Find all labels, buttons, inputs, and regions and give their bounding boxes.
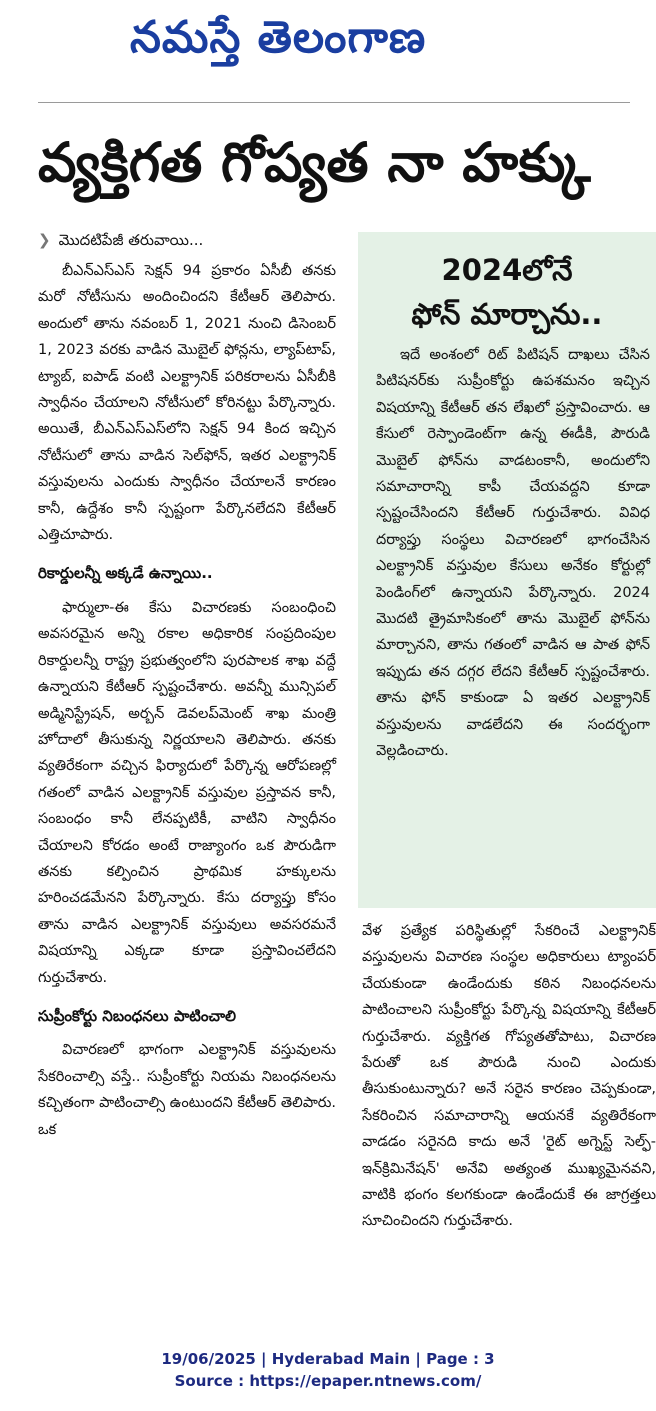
left-paragraph-1: బీఎన్‌ఎస్‌ఎస్‌ సెక్షన్‌ 94 ప్రకారం ఏసీబీ తనకు మరో నోటీసును అందించిందని కేటీఆర్‌ తెలిపారు. అందులో తాను నవంబర్‌ 1, 2021 నుంచి డిసెంబర్‌ 1, 2023 వరకు వాడిన మొబైల్‌ ఫోన్లను, ల్యాప్‌టాప్‌, ట్యాబ్‌, ఐపాడ్‌ వంటి ఎలక్ట్రానిక్‌ పరికరాలను ఏసీబీకి స్వాధీనం చేయాలని నోటీసులో కోరినట్టు పేర్కొన్నారు. అయితే, బీఎన్‌ఎస్‌ఎస్‌లోని సెక్షన్‌ 94 కింద ఇచ్చిన నోటీసులో తాను వాడిన సెల్‌ఫోన్‌, ఇతర ఎలక్ట్రానిక్‌ వస్తువులను ఎందుకు స్వాధీనం చేయాలనే కారణం కానీ, ఉద్దేశం కానీ స్పష్టంగా పేర్కొనలేదని కేటీఆర్‌ ఎత్తిచూపారు. [38,263,336,544]
footer-date-edition: 19/06/2025 | Hyderabad Main | Page : 3 [161,1350,495,1368]
subheading-supreme-court: సుప్రీంకోర్టు నిబంధనలు పాటించాలి [38,1006,237,1025]
box-headline-line-2: ఫోన్‌ మార్చాను.. [411,297,603,331]
box-headline-line-1: 2024లోనే [441,253,573,287]
right-column [362,918,656,1235]
sidebar-box [358,232,656,908]
left-paragraph-2: ఫార్ములా-ఈ కేసు విచారణకు సంబంధించి అవసరమైన అన్ని రకాల అధికారిక సంప్రదింపుల రికార్డులన్నీ రాష్ట్ర ప్రభుత్వంలోని పురపాలక శాఖ వద్దే ఉన్నాయని కేటీఆర్‌ స్పష్టంచేశారు. అవన్నీ మున్సిపల్‌ అడ్మినిస్ట్రేషన్‌, అర్బన్‌ డెవలప్‌మెంట్‌ శాఖ మంత్రి హోదాలో తీసుకున్న నిర్ణయాలని తెలిపారు. తనకు వ్యతిరేకంగా వచ్చిన ఫిర్యాదులో పేర్కొన్న ఆరోపణల్లో గతంలో వాడిన ఎలక్ట్రానిక్‌ వస్తువుల ప్రస్తావన కానీ, సంబంధం కానీ లేనప్పటికీ, వాటిని స్వాధీనం చేయాలని కోరడం అంటే రాజ్యాంగం ఒక పౌరుడిగా తనకు కల్పించిన ప్రాథమిక హక్కులను హరించడమేనని పేర్కొన్నారు. కేసు దర్యాప్తు కోసం తాను వాడిన ఎలక్ట్రానిక్‌ వస్తువులు అవసరమనే విషయాన్ని ఎక్కడా కూడా ప్రస్తావించలేదని గుర్తుచేశారు. [38,599,336,986]
masthead-logo: నమస్తే తెలంగాణ [130,12,427,63]
box-headline [358,248,656,336]
subheading-records: రికార్డులన్నీ అక్కడే ఉన్నాయి.. [38,564,213,583]
page-footer [0,1348,656,1392]
box-paragraph: ఇదే అంశంలో రిట్‌ పిటిషన్‌ దాఖలు చేసిన పిటిషనర్‌కు సుప్రీంకోర్టు ఉపశమనం ఇచ్చిన విషయాన్ని కేటీఆర్‌ తన లేఖలో ప్రస్తావించారు. ఆ కేసులో రెస్పాండెంట్‌గా ఉన్న ఈడీకి, పౌరుడి మొబైల్‌ ఫోన్‌ను వాడటంకానీ, అందులోని సమాచారాన్ని కాపీ చేయవద్దని కూడా స్పష్టంచేసిందని కేటీఆర్‌ గుర్తుచేశారు. వివిధ దర్యాప్తు సంస్థలు విచారణలో భాగంచేసిన ఎలక్ట్రానిక్‌ వస్తువుల కేసులు అనేకం కోర్టుల్లో పెండింగ్‌లో ఉన్నాయని పేర్కొన్నారు. 2024 మొదటి త్రైమాసికంలో తాను మొబైల్‌ ఫోన్‌ను మార్చానని, తాను గతంలో వాడిన ఆ పాత ఫోన్‌ ఇప్పుడు తన దగ్గర లేదని కేటీఆర్‌ స్పష్టంచేశారు. తాను ఫోన్‌ కాకుండా ఏ ఇతర ఎలక్ట్రానిక్‌ వస్తువులను వాడలేదని ఈ సందర్భంగా వెల్లడించారు. [376,347,650,760]
chevron-right-icon: ❯ [38,231,51,249]
masthead-divider [38,102,630,103]
box-body [376,342,650,765]
footer-source: Source : https://epaper.ntnews.com/ [174,1372,482,1390]
continued-note [38,228,203,252]
continued-text: మొదటిపేజీ తరువాయి... [58,231,204,249]
left-column [38,258,336,1143]
right-paragraph-1: వేళ ప్రత్యేక పరిస్థితుల్లో సేకరించే ఎలక్ట్రానిక్‌ వస్తువులను విచారణ సంస్థల అధికారులు ట్యాంపర్‌ చేయకుండా ఉండేందుకు కఠిన నిబంధనలను పాటించాలని సుప్రీంకోర్టు పేర్కొన్న విషయాన్ని కేటీఆర్‌ గుర్తుచేశారు. వ్యక్తిగత గోప్యతతోపాటు, విచారణ పేరుతో ఒక పౌరుడి నుంచి ఎందుకు తీసుకుంటున్నారు? అనే సరైన కారణం చెప్పకుండా, సేకరించిన సమాచారాన్ని ఆయనకే వ్యతిరేకంగా వాడడం సరైనది కాదు అనే 'రైట్‌ అగ్నెస్ట్‌ సెల్ఫ్‌-ఇన్‌క్రిమినేషన్‌' అనేవి అత్యంత ముఖ్యమైనవని, వాటికి భంగం కలగకుండా ఉండేందుకే ఈ జాగ్రత్తలు సూచించిందని గుర్తుచేశారు. [362,923,656,1230]
left-paragraph-3: విచారణలో భాగంగా ఎలక్ట్రానిక్‌ వస్తువులను సేకరించాల్సి వస్తే.. సుప్రీంకోర్టు నియమ నిబంధనలను కచ్చితంగా పాటించాల్సి ఉంటుందని కేటీఆర్‌ తెలిపారు. ఒక [38,1042,336,1138]
headline: వ్యక్తిగత గోప్యత నా హక్కు [38,131,591,194]
